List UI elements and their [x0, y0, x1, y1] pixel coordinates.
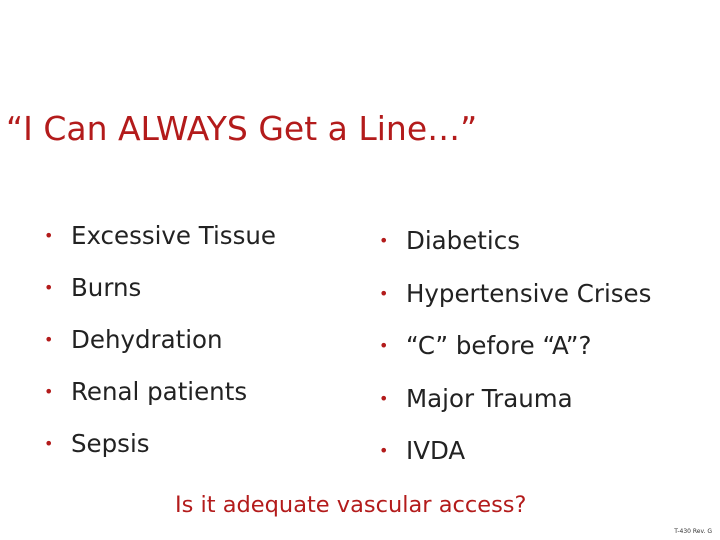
list-item-label: Renal patients: [71, 377, 248, 406]
list-item-label: Excessive Tissue: [71, 221, 276, 250]
slide-title: “I Can ALWAYS Get a Line…”: [6, 109, 478, 148]
bullet-icon: •: [44, 278, 54, 297]
bullet-icon: •: [379, 388, 389, 408]
bullet-icon: •: [44, 434, 54, 453]
bullet-icon: •: [379, 231, 389, 250]
list-item: [379, 279, 651, 332]
list-item: [44, 273, 276, 325]
list-item: [379, 226, 651, 279]
bullet-icon: •: [379, 441, 389, 460]
right-bullet-list: [379, 226, 651, 489]
closing-question: Is it adequate vascular access?: [175, 492, 527, 518]
list-item-label: IVDA: [406, 436, 466, 465]
bullet-icon: •: [44, 226, 54, 245]
list-item: [44, 325, 276, 377]
list-item-label: “C” before “A”?: [406, 331, 592, 360]
list-item: [44, 429, 276, 481]
list-item-label: Diabetics: [406, 226, 520, 255]
list-item-label: Sepsis: [71, 429, 150, 458]
left-bullet-list: [44, 221, 276, 481]
list-item: [379, 384, 651, 437]
bullet-icon: •: [379, 336, 389, 355]
list-item: [379, 436, 651, 489]
list-item-label: Dehydration: [71, 325, 223, 354]
list-item: [379, 331, 651, 384]
list-item-label: Major Trauma: [406, 383, 573, 413]
list-item-label: Burns: [71, 273, 142, 302]
footer-code: T-430 Rev. G: [674, 528, 712, 535]
bullet-icon: •: [44, 382, 54, 401]
list-item: [44, 221, 276, 273]
bullet-icon: •: [44, 330, 54, 349]
bullet-icon: •: [379, 283, 389, 303]
list-item-label: Hypertensive Crises: [406, 278, 652, 308]
list-item: [44, 377, 276, 429]
